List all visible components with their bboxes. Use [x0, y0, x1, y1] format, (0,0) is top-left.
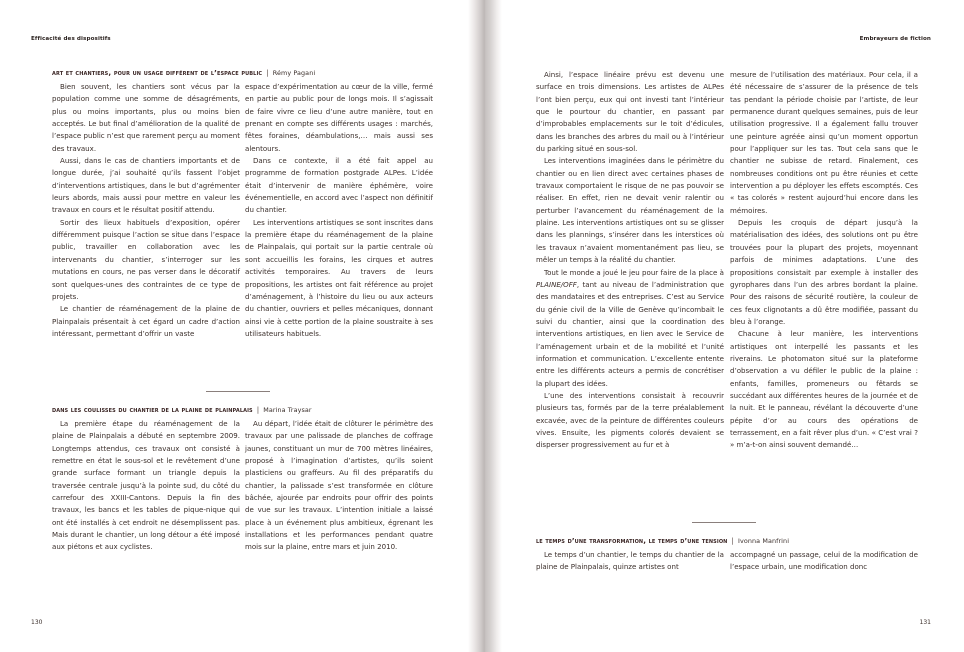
section-title: le temps d’une transformation, le temps d’une tension — [536, 536, 728, 545]
text-column — [536, 549, 724, 574]
book-gutter — [468, 0, 502, 652]
section-author: Ivonna Manfrini — [738, 537, 790, 545]
paragraph: Les interventions imaginées dans le périmètre du chantier ou en lien direct avec certaines phases de travaux comportaient le risque de ne pas pouvoir se réaliser. En effet, rien ne devait venir ralentir ou perturber l’avancement du réaménagement de la plaine. Les interventions artistiques ont su se glisser dans les plannings, s’insérer dans les interstices où les travaux n’avaient momentanément pas lieu, se mêler un temps à la réalité du chantier. — [536, 156, 724, 265]
paragraph: Bien souvent, les chantiers sont vécus par la population comme une somme de désagréments, plus ou moins importants, plus ou moins bien acceptés. Le but final d’amélioration de la qualité de l’espace public n’est que rarement perçu au moment des travaux. — [52, 82, 240, 153]
running-head-right: Embrayeurs de fiction — [859, 36, 931, 42]
right-page — [482, 0, 964, 652]
text-column — [536, 69, 724, 452]
running-head-left: Efficacité des dispositifs — [31, 36, 111, 42]
paragraph: Les interventions artistiques se sont inscrites dans la première étape du réaménagement de la plaine de Plainpalais, qui portait sur la partie centrale où sont accueillis les forains, les cirques et autres activités temporaires. Au travers de leurs propositions, les artistes ont fait référence au projet d’aménagement, à l’histoire du lieu ou aux acteurs du chantier, ouvriers et pelles mécaniques, donnant ainsi vie à cette portion de la plaine soustraite à ses utilisateurs habituels. — [245, 217, 433, 338]
section-title: art et chantiers, pour un usage différent de l’espace public — [52, 68, 263, 77]
section-divider — [692, 522, 756, 523]
paragraph: Aussi, dans le cas de chantiers importants et de longue durée, j’ai souhaité qu’ils fassent l’objet d’interventions artistiques, dans le but d’agrémenter leurs abords, mais aussi pour mettre en valeur les travaux en cours et le résultat positif attendu. — [52, 156, 240, 215]
paragraph: Le temps d’un chantier, le temps du chantier de la plaine de Plainpalais, quinze artistes ont — [536, 550, 724, 572]
paragraph: Chacune à leur manière, les interventions artistiques ont interpellé les passants et les riverains. Le photomaton situé sur la plateforme d’observation a vu défiler le public de la plaine : enfants, familles, promeneurs ou fêtards se succédant aux différentes heures de la journée et de la nuit. Et le panneau, révélant la découverte d’une pépite d’or au cours des opérations de terrassement, en a fait rêver plus d’un. « C’est vrai ? » m’a-t-on ainsi souvent demandé… — [730, 329, 918, 450]
paragraph: Depuis les croquis de départ jusqu’à la matérialisation des idées, des solutions ont pu être trouvées pour la plupart des projets, moyennant parfois de minimes adaptations. L’une des propositions consistait par exemple à installer des gyrophares dans l’un des arbres bordant la plaine. Pour des raisons de sécurité routière, la couleur de ces feux clignotants a dû être modifiée, passant du bleu à l’orange. — [730, 218, 918, 326]
paragraph: Ainsi, l’espace linéaire prévu est devenu une surface en trois dimensions. Les artistes de ALPes l’ont bien perçu, eux qui ont investi tant l’intérieur que le pourtour du chantier, en passant par d’improbables emplacements sur le toit d’édicules, dans les branches des arbres du mail ou à l’intérieur du parking situé en sous-sol. — [536, 70, 724, 154]
section-divider — [206, 391, 270, 392]
paragraph: accompagné un passage, celui de la modification de l’espace urbain, une modification donc — [730, 550, 918, 572]
page-number-left: 130 — [31, 619, 43, 626]
paragraph: Tout le monde a joué le jeu pour faire de la place à PLAINE/OFF, tant au niveau de l’administration que des mandataires et des entreprises. C’est au Service du génie civil de la Ville de Genève qu’incombait le suivi du chantier, ainsi que la coordination des interventions artistiques, en lien avec le Service de l’aménagement urbain et de la mobilité et l’unité information et communication. L’excellente entente entre les différents acteurs a permis de concrétiser la plupart des idées. — [536, 267, 724, 388]
project-name: PLAINE/OFF — [536, 279, 577, 289]
section-author: Rémy Pagani — [272, 69, 316, 77]
paragraph: La première étape du réaménagement de la plaine de Plainpalais a débuté en septembre 2009. Longtemps attendus, ces travaux ont consisté à remettre en état le sous-sol et le revêtement d’une grande surface formant un triangle depuis la traversée centrale jusqu’à la pointe sud, du côté du carrefour des XXIII-Cantons. Depuis la fin des travaux, les bancs et les tables de pique-nique qui ont été installés à cet endroit ne désemplissent pas. Mais durant le chantier, un long détour a été imposé aux piétons et aux cyclistes. — [52, 419, 240, 552]
paragraph: espace d’expérimentation au cœur de la ville, fermé en partie au public pour de longs mois. Il s’agissait de faire vivre ce lieu d’une autre manière, tout en prenant en compte ses différents usages : marchés, fêtes foraines, déambulations,… mais aussi ses alentours. — [245, 82, 433, 153]
text-column — [730, 69, 918, 452]
section-heading: dans les coulisses du chantier de la plaine de plainpalais | Marina Traysar — [52, 405, 312, 414]
section-heading: le temps d’une transformation, le temps d’une tension | Ivonna Manfrini — [536, 536, 790, 545]
text-column — [52, 81, 240, 340]
text-column — [730, 549, 918, 574]
paragraph: Sortir des lieux habituels d’exposition, opérer différemment puisque l’action se situe dans l’espace public, travailler en collaboration avec les intervenants du chantier, s’interroger sur les mutations en cours, ne pas verser dans le décoratif sont quelques-unes des contraintes de ce type de projets. — [52, 217, 240, 301]
paragraph: Dans ce contexte, il a été fait appel au programme de formation postgrade ALPes. L’idée était d’intervenir de manière éphémère, voire événementielle, en accord avec l’aspect non définitif du chantier. — [245, 156, 433, 215]
section-author: Marina Traysar — [263, 406, 312, 414]
paragraph: Le chantier de réaménagement de la plaine de Plainpalais présentait à cet égard un cadre d’action intéressant, permettant d’offrir un vaste — [52, 304, 240, 338]
page-number-right: 131 — [919, 619, 931, 626]
text-column — [52, 418, 240, 554]
text-column — [245, 81, 433, 340]
section-heading: art et chantiers, pour un usage différent de l’espace public | Rémy Pagani — [52, 68, 316, 77]
paragraph: L’une des interventions consistait à recouvrir plusieurs tas, formés par de la terre préalablement excavée, avec de la peinture de différentes couleurs vives. Ensuite, les pigments colorés devaient se disperser progressivement au fur et à — [536, 390, 724, 450]
paragraph: Au départ, l’idée était de clôturer le périmètre des travaux par une palissade de planches de coffrage jaunes, constituant un mur de 700 mètres linéaires, proposé à l’imagination d’artistes, qu’ils soient plasticiens ou graffeurs. Au fil des préparatifs du chantier, la palissade s’est transformée en clôture bâchée, ajourée par endroits pour offrir des points de vue sur les travaux. L’intention initiale a laissé place à un événement plus ambitieux, égrenant les installations et les performances pendant quatre mois sur la plaine, entre mars et juin 2010. — [245, 419, 433, 552]
section-title: dans les coulisses du chantier de la plaine de plainpalais — [52, 405, 253, 414]
paragraph: mesure de l’utilisation des matériaux. Pour cela, il a été nécessaire de s’assurer de la présence de tels tas pendant la période choisie par l’artiste, de leur permanence durant quelques semaines, puis de leur utilisation progressive. Il a également fallu trouver une peinture agréée ainsi qu’un moment opportun pour l’appliquer sur les tas. Tout cela sans que le chantier ne subisse de retard. Finalement, ces nombreuses conditions ont pu être réunies et cette intervention a pu déployer les effets escomptés. Ces « tas colorés » restent aujourd’hui encore dans les mémoires. — [730, 70, 918, 215]
text-column — [245, 418, 433, 554]
